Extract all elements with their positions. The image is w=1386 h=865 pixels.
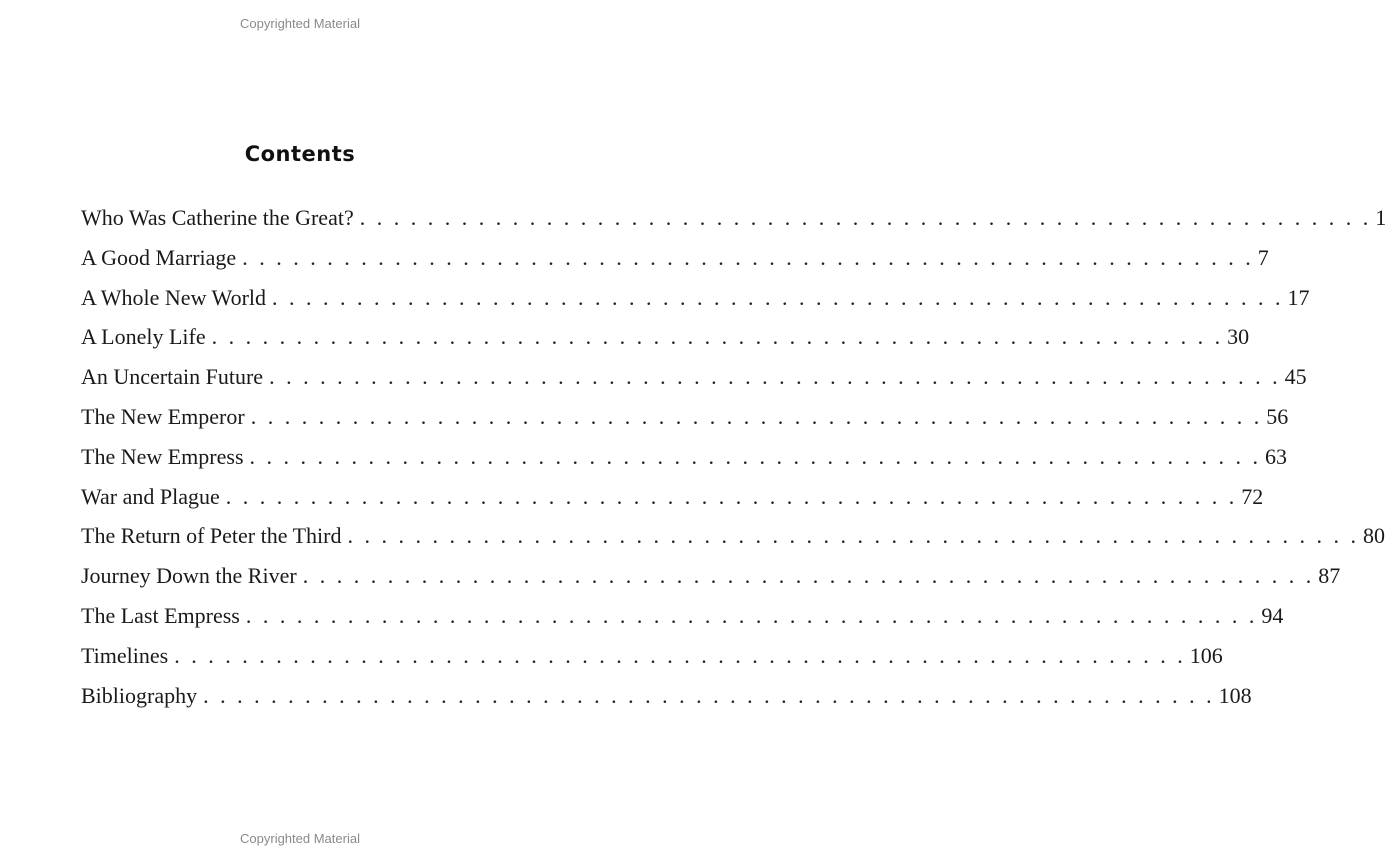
- toc-entry-page-number: 94: [1261, 602, 1284, 628]
- toc-entry: [81, 523, 1385, 563]
- toc-entry: [81, 324, 1250, 364]
- toc-entry-page-number: 87: [1318, 563, 1341, 589]
- dot-leader: . . . . . . . . . . . . . . . . . . . . . . . . . . . . . . . . . . . . . . . . . . . . . . . . . . . . . . . . . . . .: [359, 205, 1372, 230]
- toc-entry-page-number: 1: [1375, 205, 1386, 230]
- toc-entry-title: An Uncertain Future: [81, 364, 264, 390]
- toc-entry-page-number: 56: [1266, 403, 1289, 429]
- dot-leader: . . . . . . . . . . . . . . . . . . . . . . . . . . . . . . . . . . . . . . . . . . . . . . . . . . . . . . . . . . . .: [272, 284, 1284, 310]
- toc-entry-title: The New Emperor: [81, 403, 245, 429]
- dot-leader: . . . . . . . . . . . . . . . . . . . . . . . . . . . . . . . . . . . . . . . . . . . . . . . . . . . . . . . . . . . .: [250, 403, 1263, 429]
- dot-leader: . . . . . . . . . . . . . . . . . . . . . . . . . . . . . . . . . . . . . . . . . . . . . . . . . . . . . . . . . . . .: [174, 642, 1186, 668]
- page-title: Contents: [244, 142, 356, 166]
- toc-entry-title: Who Was Catherine the Great?: [81, 205, 354, 230]
- copyright-watermark-top: Copyrighted Material: [240, 16, 360, 31]
- dot-leader: . . . . . . . . . . . . . . . . . . . . . . . . . . . . . . . . . . . . . . . . . . . . . . . . . . . . . . . . . . . .: [269, 364, 1281, 390]
- toc-entry-title: Journey Down the River: [81, 563, 297, 589]
- toc-entry-title: Timelines: [81, 642, 169, 668]
- toc-entry-page-number: 17: [1287, 284, 1310, 310]
- toc-entry: [81, 403, 1289, 444]
- toc-entry: [81, 602, 1284, 643]
- toc-entry: [81, 364, 1307, 404]
- toc-entry-title: The Return of Peter the Third: [81, 523, 342, 549]
- toc-entry-title: War and Plague: [81, 483, 220, 509]
- toc-entry: [81, 483, 1264, 524]
- toc-entry: [81, 443, 1288, 484]
- dot-leader: . . . . . . . . . . . . . . . . . . . . . . . . . . . . . . . . . . . . . . . . . . . . . . . . . . . . . . . . . . . .: [203, 682, 1215, 708]
- dot-leader: . . . . . . . . . . . . . . . . . . . . . . . . . . . . . . . . . . . . . . . . . . . . . . . . . . . . . . . . . . . .: [225, 483, 1238, 509]
- table-of-contents: [81, 205, 1386, 722]
- toc-entry-page-number: 7: [1257, 244, 1269, 270]
- toc-entry-page-number: 80: [1362, 523, 1385, 549]
- toc-entry-title: The Last Empress: [81, 602, 240, 628]
- toc-entry: [81, 642, 1223, 683]
- dot-leader: . . . . . . . . . . . . . . . . . . . . . . . . . . . . . . . . . . . . . . . . . . . . . . . . . . . . . . . . . . . .: [302, 563, 1315, 589]
- toc-entry-page-number: 108: [1218, 682, 1252, 708]
- dot-leader: . . . . . . . . . . . . . . . . . . . . . . . . . . . . . . . . . . . . . . . . . . . . . . . . . . . . . . . . . . . .: [211, 324, 1224, 350]
- copyright-watermark-bottom: Copyrighted Material: [240, 831, 360, 846]
- toc-entry: [81, 205, 1386, 245]
- toc-entry-title: Bibliography: [81, 682, 198, 708]
- toc-entry-page-number: 72: [1241, 483, 1264, 509]
- toc-entry-title: A Whole New World: [81, 284, 267, 310]
- toc-entry-title: A Lonely Life: [81, 324, 206, 350]
- toc-entry: [81, 244, 1269, 285]
- dot-leader: . . . . . . . . . . . . . . . . . . . . . . . . . . . . . . . . . . . . . . . . . . . . . . . . . . . . . . . . . . . .: [245, 602, 1258, 628]
- dot-leader: . . . . . . . . . . . . . . . . . . . . . . . . . . . . . . . . . . . . . . . . . . . . . . . . . . . . . . . . . . . .: [242, 244, 1254, 270]
- toc-entry-page-number: 30: [1227, 324, 1250, 350]
- toc-entry-title: A Good Marriage: [81, 244, 237, 270]
- toc-entry-page-number: 106: [1189, 642, 1223, 668]
- toc-entry-page-number: 45: [1284, 364, 1307, 390]
- toc-entry-title: The New Empress: [81, 443, 244, 469]
- toc-entry: [81, 284, 1310, 325]
- toc-entry: [81, 563, 1341, 603]
- dot-leader: . . . . . . . . . . . . . . . . . . . . . . . . . . . . . . . . . . . . . . . . . . . . . . . . . . . . . . . . . . . .: [249, 443, 1262, 469]
- toc-entry-page-number: 63: [1265, 443, 1288, 469]
- toc-entry: [81, 682, 1252, 723]
- dot-leader: . . . . . . . . . . . . . . . . . . . . . . . . . . . . . . . . . . . . . . . . . . . . . . . . . . . . . . . . . . . .: [347, 523, 1359, 549]
